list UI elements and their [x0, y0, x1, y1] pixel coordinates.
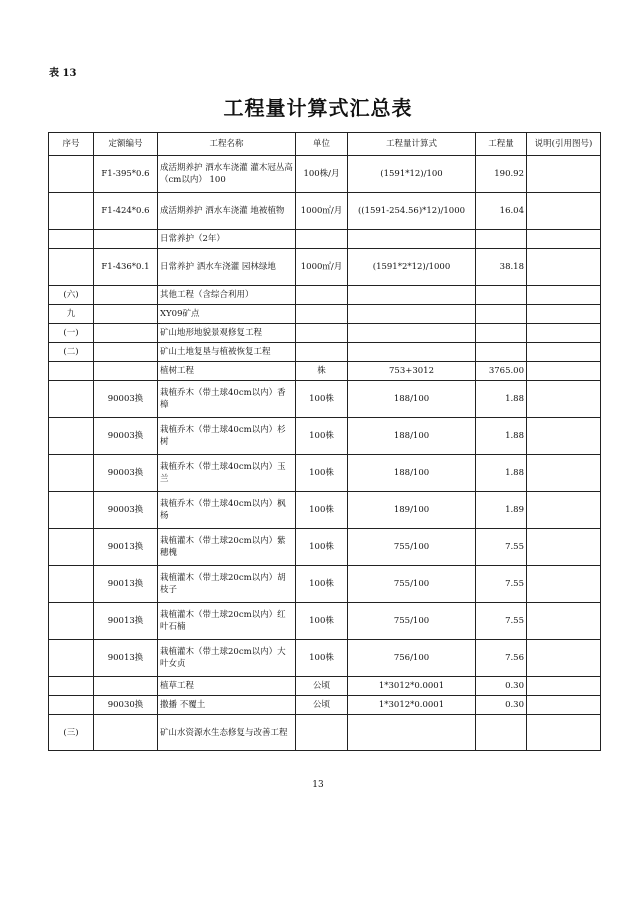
cell-no — [49, 566, 94, 603]
cell-qty — [476, 715, 527, 751]
cell-unit — [296, 230, 348, 249]
cell-code — [94, 715, 158, 751]
cell-code: 90003换 — [94, 492, 158, 529]
cell-name: 矿山土地复垦与植被恢复工程 — [158, 343, 296, 362]
cell-unit: 公顷 — [296, 677, 348, 696]
cell-formula: (1591*12)/100 — [348, 156, 476, 193]
cell-code: 90013换 — [94, 603, 158, 640]
table-row — [49, 305, 601, 324]
cell-qty: 1.89 — [476, 492, 527, 529]
table-row — [49, 715, 601, 751]
cell-code — [94, 286, 158, 305]
cell-unit: 100株 — [296, 492, 348, 529]
cell-unit — [296, 305, 348, 324]
cell-formula: 755/100 — [348, 566, 476, 603]
table-label: 表 13 — [49, 68, 77, 79]
cell-formula — [348, 324, 476, 343]
page-number: 13 — [312, 780, 324, 790]
cell-no: (一) — [49, 324, 94, 343]
table-row — [49, 696, 601, 715]
cell-no: (二) — [49, 343, 94, 362]
cell-unit — [296, 324, 348, 343]
cell-formula — [348, 305, 476, 324]
cell-name: 栽植乔木（带土球40cm以内）玉兰 — [158, 455, 296, 492]
cell-no: (六) — [49, 286, 94, 305]
cell-unit — [296, 286, 348, 305]
cell-formula: 188/100 — [348, 418, 476, 455]
cell-formula: 1*3012*0.0001 — [348, 696, 476, 715]
header-formula: 工程量计算式 — [348, 133, 476, 156]
cell-note — [527, 418, 601, 455]
cell-qty: 0.30 — [476, 677, 527, 696]
cell-no — [49, 492, 94, 529]
cell-unit: 100株 — [296, 381, 348, 418]
cell-name: 栽植灌木（带土球20cm以内）红叶石楠 — [158, 603, 296, 640]
cell-name: 栽植灌木（带土球20cm以内）紫穗槐 — [158, 529, 296, 566]
cell-name: 矿山地形地貌景观修复工程 — [158, 324, 296, 343]
cell-name: 撒播 不覆土 — [158, 696, 296, 715]
cell-code — [94, 324, 158, 343]
header-unit: 单位 — [296, 133, 348, 156]
cell-no — [49, 230, 94, 249]
cell-code — [94, 343, 158, 362]
cell-unit: 100株 — [296, 603, 348, 640]
cell-formula: 188/100 — [348, 381, 476, 418]
cell-formula: 756/100 — [348, 640, 476, 677]
cell-note — [527, 566, 601, 603]
cell-note — [527, 343, 601, 362]
cell-note — [527, 305, 601, 324]
cell-unit: 1000㎡/月 — [296, 249, 348, 286]
header-no: 序号 — [49, 133, 94, 156]
cell-formula: 755/100 — [348, 603, 476, 640]
table-row — [49, 156, 601, 193]
cell-note — [527, 286, 601, 305]
table-row — [49, 492, 601, 529]
table-row — [49, 566, 601, 603]
cell-qty: 3765.00 — [476, 362, 527, 381]
cell-name: 其他工程（含综合利用） — [158, 286, 296, 305]
cell-qty: 38.18 — [476, 249, 527, 286]
quantity-table — [48, 132, 601, 751]
cell-note — [527, 715, 601, 751]
cell-code: F1-424*0.6 — [94, 193, 158, 230]
cell-unit — [296, 715, 348, 751]
cell-unit: 100株 — [296, 529, 348, 566]
table-row — [49, 324, 601, 343]
cell-code: F1-436*0.1 — [94, 249, 158, 286]
cell-unit: 1000㎡/月 — [296, 193, 348, 230]
header-name: 工程名称 — [158, 133, 296, 156]
table-row — [49, 529, 601, 566]
cell-unit — [296, 343, 348, 362]
cell-formula — [348, 343, 476, 362]
cell-name: 栽植灌木（带土球20cm以内）胡枝子 — [158, 566, 296, 603]
cell-no: (三) — [49, 715, 94, 751]
cell-note — [527, 249, 601, 286]
cell-note — [527, 492, 601, 529]
cell-code — [94, 677, 158, 696]
cell-formula: 753+3012 — [348, 362, 476, 381]
table-row — [49, 455, 601, 492]
cell-name: 日常养护（2年） — [158, 230, 296, 249]
cell-code — [94, 362, 158, 381]
cell-no — [49, 418, 94, 455]
cell-no — [49, 381, 94, 418]
cell-formula: 755/100 — [348, 529, 476, 566]
cell-formula: ((1591-254.56)*12)/1000 — [348, 193, 476, 230]
cell-no — [49, 455, 94, 492]
cell-note — [527, 677, 601, 696]
cell-no — [49, 362, 94, 381]
table-row — [49, 343, 601, 362]
cell-no — [49, 640, 94, 677]
cell-no: 九 — [49, 305, 94, 324]
cell-code: 90003换 — [94, 418, 158, 455]
cell-no — [49, 529, 94, 566]
table-row — [49, 230, 601, 249]
cell-qty: 0.30 — [476, 696, 527, 715]
cell-qty: 1.88 — [476, 381, 527, 418]
cell-formula: 189/100 — [348, 492, 476, 529]
cell-formula — [348, 230, 476, 249]
cell-code: 90013换 — [94, 640, 158, 677]
table-row — [49, 249, 601, 286]
cell-qty — [476, 343, 527, 362]
cell-unit: 100株 — [296, 640, 348, 677]
cell-no — [49, 677, 94, 696]
table-row — [49, 418, 601, 455]
cell-name: 栽植灌木（带土球20cm以内）大叶女贞 — [158, 640, 296, 677]
header-code: 定额编号 — [94, 133, 158, 156]
cell-note — [527, 640, 601, 677]
cell-name: 栽植乔木（带土球40cm以内）枫杨 — [158, 492, 296, 529]
table-row — [49, 381, 601, 418]
cell-code — [94, 305, 158, 324]
table-row — [49, 362, 601, 381]
cell-unit: 100株 — [296, 418, 348, 455]
cell-note — [527, 362, 601, 381]
cell-note — [527, 193, 601, 230]
cell-unit: 100株 — [296, 455, 348, 492]
cell-code — [94, 230, 158, 249]
cell-qty: 7.55 — [476, 603, 527, 640]
cell-name: 成活期养护 洒水车浇灌 地被植物 — [158, 193, 296, 230]
cell-name: 栽植乔木（带土球40cm以内）杉树 — [158, 418, 296, 455]
cell-no — [49, 696, 94, 715]
cell-code: 90013换 — [94, 529, 158, 566]
table-row — [49, 286, 601, 305]
cell-qty — [476, 305, 527, 324]
cell-note — [527, 529, 601, 566]
cell-name: 成活期养护 洒水车浇灌 灌木冠丛高（cm以内） 100 — [158, 156, 296, 193]
cell-note — [527, 696, 601, 715]
cell-code: F1-395*0.6 — [94, 156, 158, 193]
cell-qty — [476, 230, 527, 249]
cell-formula — [348, 715, 476, 751]
cell-name: XY09矿点 — [158, 305, 296, 324]
cell-note — [527, 324, 601, 343]
cell-name: 植树工程 — [158, 362, 296, 381]
cell-note — [527, 603, 601, 640]
cell-note — [527, 381, 601, 418]
cell-code: 90003换 — [94, 455, 158, 492]
cell-note — [527, 156, 601, 193]
cell-qty: 7.55 — [476, 566, 527, 603]
cell-unit: 株 — [296, 362, 348, 381]
table-row — [49, 193, 601, 230]
table-row — [49, 603, 601, 640]
page-title: 工程量计算式汇总表 — [223, 96, 413, 120]
cell-unit: 100株/月 — [296, 156, 348, 193]
cell-qty — [476, 324, 527, 343]
cell-formula — [348, 286, 476, 305]
cell-no — [49, 193, 94, 230]
cell-qty: 1.88 — [476, 418, 527, 455]
cell-code: 90030换 — [94, 696, 158, 715]
cell-code: 90003换 — [94, 381, 158, 418]
cell-name: 栽植乔木（带土球40cm以内）香樟 — [158, 381, 296, 418]
cell-unit: 公顷 — [296, 696, 348, 715]
cell-qty — [476, 286, 527, 305]
cell-note — [527, 455, 601, 492]
cell-no — [49, 249, 94, 286]
header-qty: 工程量 — [476, 133, 527, 156]
header-note: 说明(引用图号) — [527, 133, 601, 156]
cell-qty: 7.55 — [476, 529, 527, 566]
cell-name: 日常养护 洒水车浇灌 园林绿地 — [158, 249, 296, 286]
header-row — [49, 133, 601, 156]
cell-note — [527, 230, 601, 249]
cell-qty: 16.04 — [476, 193, 527, 230]
cell-unit: 100株 — [296, 566, 348, 603]
table-row — [49, 640, 601, 677]
cell-formula: 1*3012*0.0001 — [348, 677, 476, 696]
cell-name: 植草工程 — [158, 677, 296, 696]
cell-no — [49, 156, 94, 193]
table-row — [49, 677, 601, 696]
cell-qty: 190.92 — [476, 156, 527, 193]
cell-formula: (1591*2*12)/1000 — [348, 249, 476, 286]
cell-qty: 7.56 — [476, 640, 527, 677]
cell-name: 矿山水资源水生态修复与改善工程 — [158, 715, 296, 751]
cell-qty: 1.88 — [476, 455, 527, 492]
cell-code: 90013换 — [94, 566, 158, 603]
cell-no — [49, 603, 94, 640]
cell-formula: 188/100 — [348, 455, 476, 492]
